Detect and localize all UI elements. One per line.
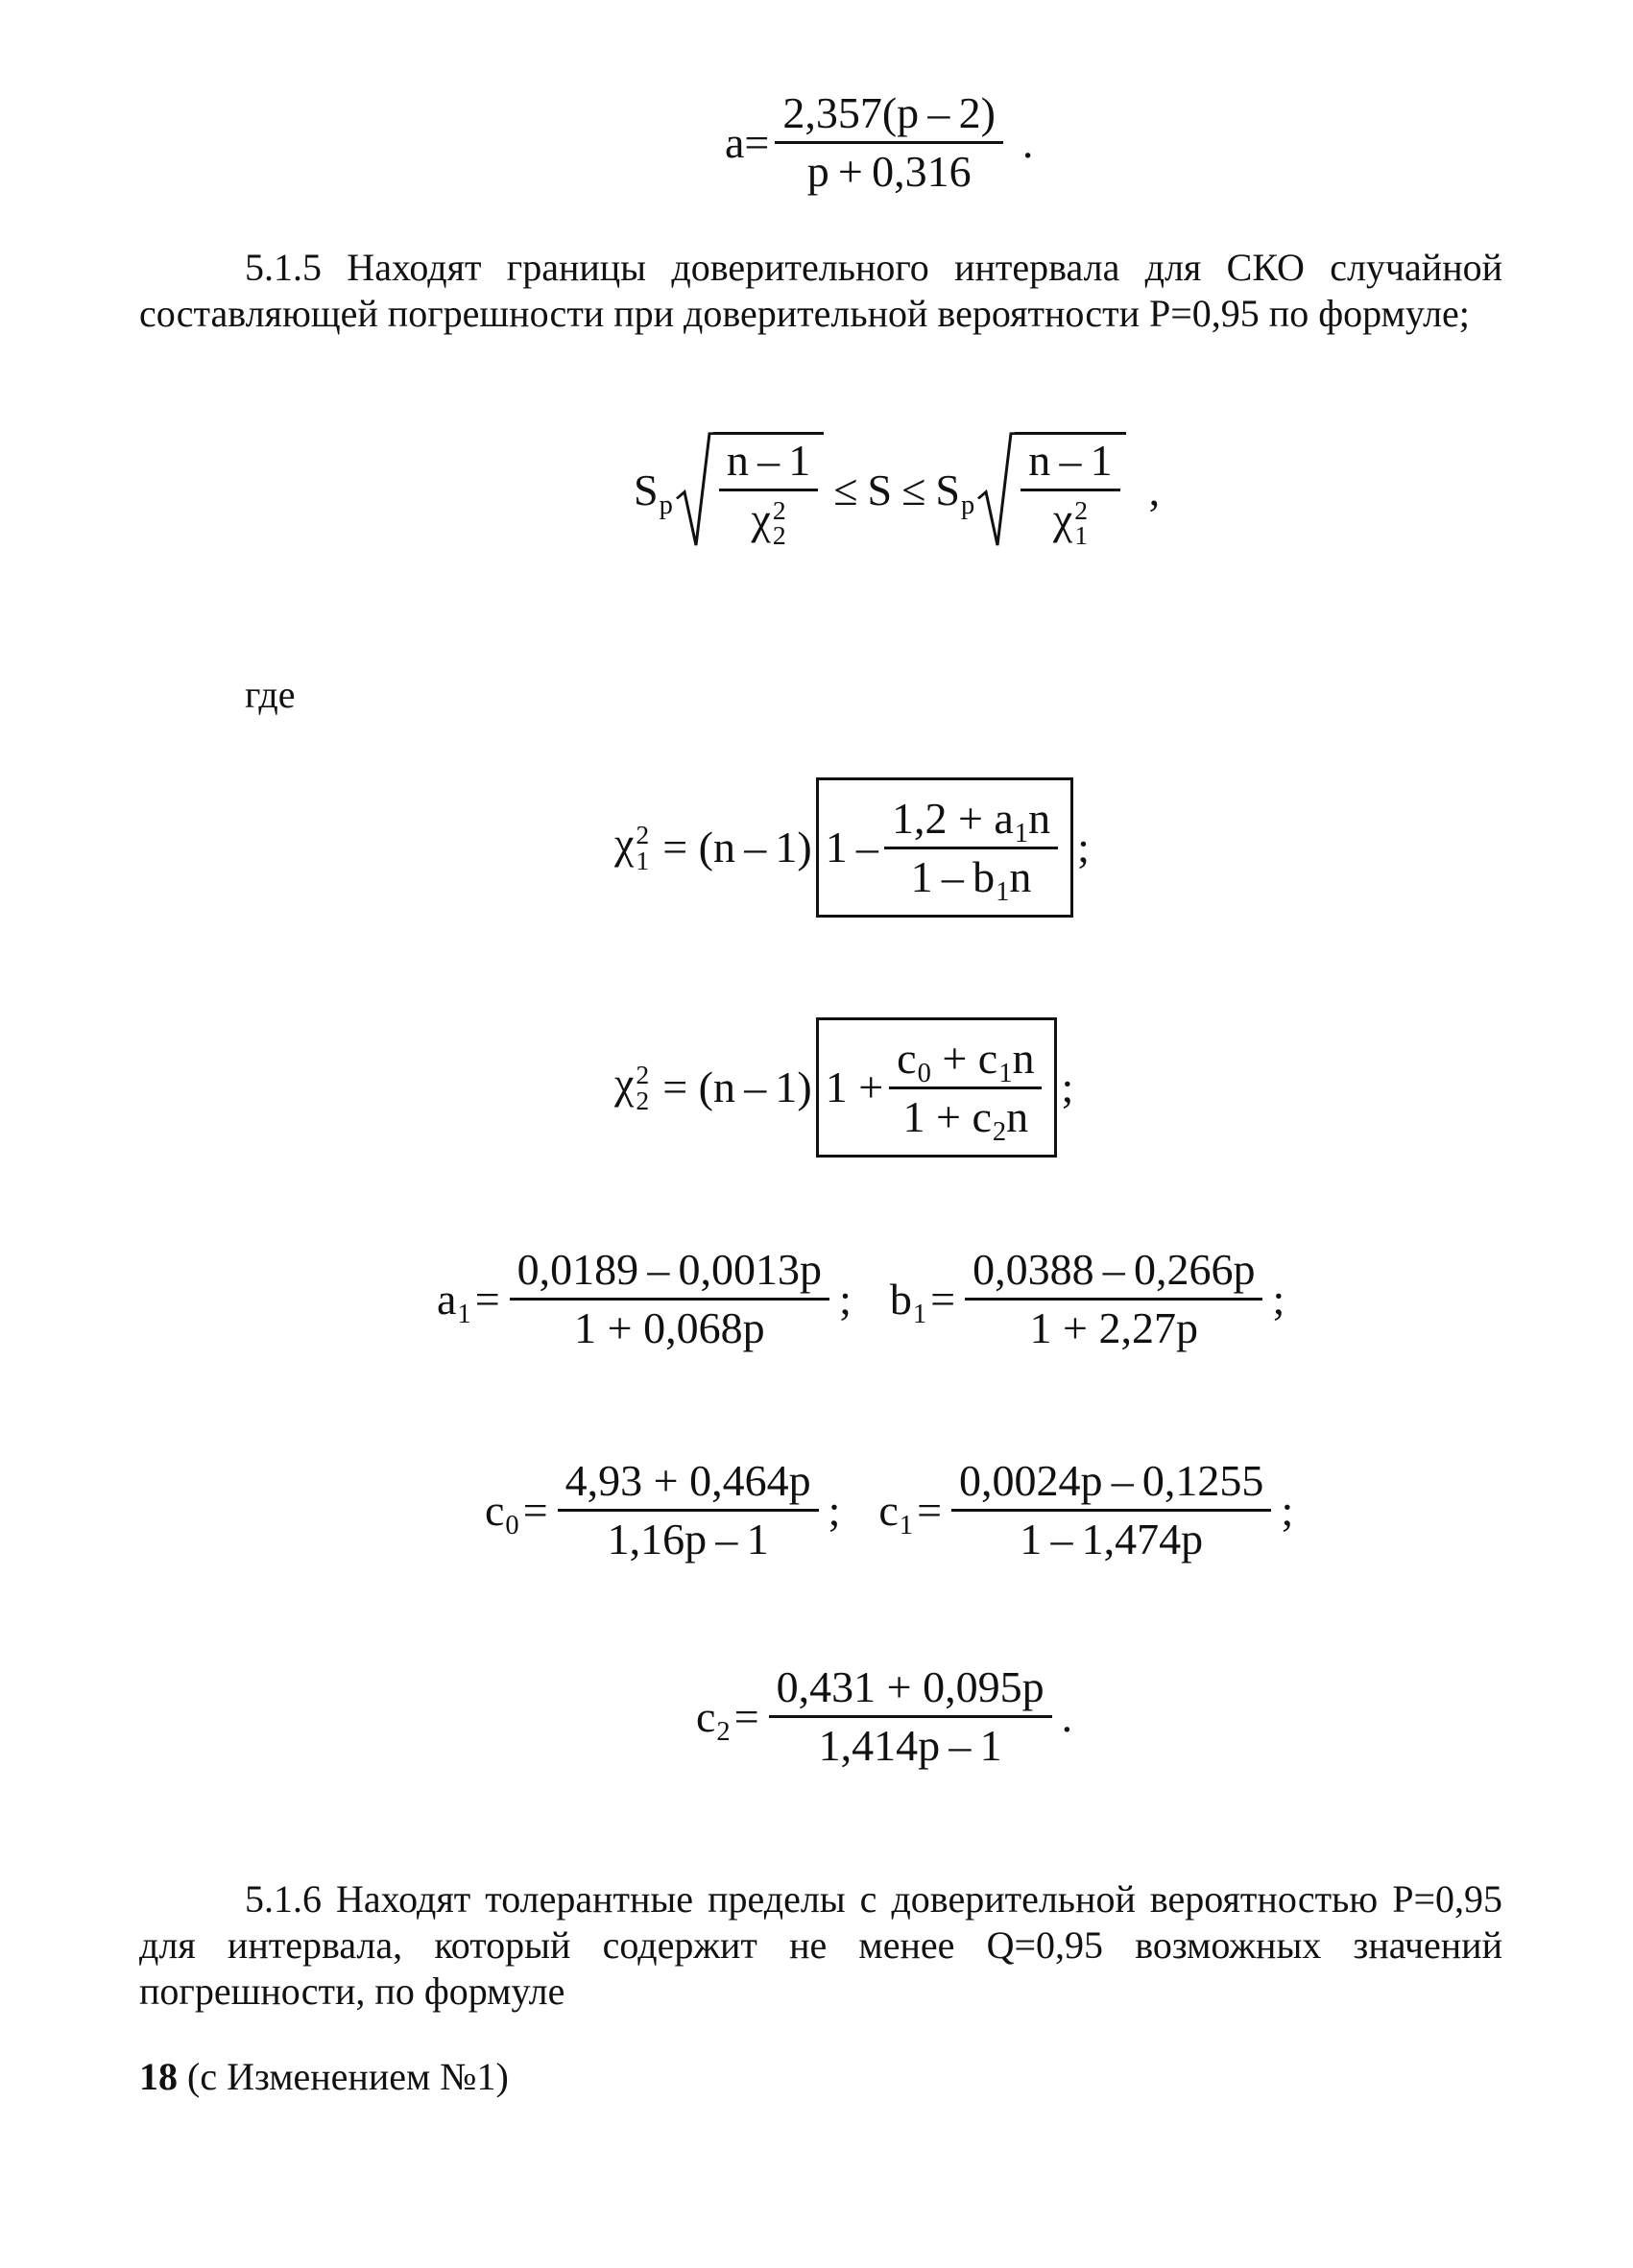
formula-a-denominator: p + 0,316 [806,147,972,196]
chi2-bracket [816,1017,1058,1158]
chi2-numerator: c0 + c1n [889,1037,1042,1089]
a1-lhs: a1 [437,1274,471,1329]
c1-numerator: 0,0024p – 0,1255 [951,1459,1271,1512]
chi1-lhs: χ 2 1 [614,819,650,875]
chi1-trail: ; [1077,823,1090,871]
bounds-left-s: Sp [634,465,673,520]
chi2-one: 1 + [825,1062,884,1111]
chi2-lhs: χ 2 2 [614,1059,650,1115]
chi2-denominator: 1 + c2n [902,1091,1029,1147]
formula-a [725,88,1034,196]
paragraph-5-1-6 [139,1876,1502,2015]
a1-numerator: 0,0189 – 0,0013p [510,1248,829,1301]
a1-denominator: 1 + 0,068p [574,1303,765,1352]
chi1-denominator: 1 – b1n [910,851,1032,907]
chi1-eq: = (n – 1) [662,823,812,871]
b1-denominator: 1 + 2,27p [1029,1303,1198,1352]
page-number: 18 [139,2055,178,2098]
formula-chi2 [614,1017,1073,1158]
bounds-right-sqrt [976,432,1125,549]
bounds-right-s: Sp [935,465,975,520]
bounds-left-sqrt [675,432,824,549]
chi2-eq: = (n – 1) [662,1062,812,1111]
formula-a-trail: . [1021,117,1034,167]
c1-denominator: 1 – 1,474p [1020,1515,1204,1564]
b1-numerator: 0,0388 – 0,266p [965,1248,1262,1301]
a1-separator: ; [839,1274,852,1324]
c0-denominator: 1,16p – 1 [607,1515,769,1564]
c2-trail: . [1061,1691,1073,1741]
formula-bounds [634,432,1160,549]
c0-numerator: 4,93 + 0,464p [558,1459,819,1512]
b1-trail: ; [1272,1274,1285,1324]
paragraph-5-1-6-text: 5.1.6 Находят толерантные пределы с доверительной вероятностью P=0,95 для интервала, который содержит не менее Q=0,95 возможных значений погрешности, по формуле [139,1877,1502,2013]
chi2-trail: ; [1061,1062,1074,1111]
formula-a-lhs: a= [725,117,770,167]
formula-chi1 [614,777,1090,918]
c0-separator: ; [828,1485,841,1535]
c1-trail: ; [1281,1485,1294,1535]
paragraph-5-1-5 [139,245,1502,337]
c1-lhs: c1 [878,1485,914,1540]
paragraph-5-1-5-text: 5.1.5 Находят границы доверительного интервала для СКО случайной составляющей погрешности при доверительной вероятности P=0,95 по формуле; [139,246,1502,335]
c2-lhs: c2 [696,1691,731,1747]
chi1-one: 1 – [825,823,878,871]
where-label: где [245,673,296,716]
chi1-numerator: 1,2 + a1n [884,797,1058,849]
formula-c2: c2 = $\frac{0,431 + 0,095p}{1,414p - 1}$ . [696,1662,1073,1770]
bounds-leq-2: ≤ [901,465,926,514]
formula-a-fraction [775,88,1003,196]
c2-numerator: 0,431 + 0,095p [769,1665,1052,1718]
bounds-right-numerator: n – 1 [1021,439,1119,491]
bounds-right-denominator: χ 2 1 [1052,494,1089,551]
bounds-left-numerator: n – 1 [719,439,818,491]
formula-c0-c1: c0 = $\frac{4,93 + 0,464p}{1,16p - 1}$ ; c1 = $\frac{0,0024p - 0,1255}{1 - 1,474p}$ ; [485,1456,1294,1564]
bounds-mid-s: S [867,465,893,514]
footer-note: (с Изменением №1) [187,2055,509,2098]
bounds-leq-1: ≤ [833,465,858,514]
bounds-trail: , [1148,465,1161,514]
c0-lhs: c0 [485,1485,519,1540]
bounds-left-denominator: χ 2 2 [751,494,786,551]
page-footer [139,2054,509,2099]
b1-lhs: b1 [889,1274,927,1329]
formula-a-numerator: 2,357(p – 2) [775,91,1003,144]
chi1-bracket [816,777,1073,918]
c2-denominator: 1,414p – 1 [818,1721,1002,1770]
formula-a1-b1: a1 = $\frac{0,0189 - 0,0013p}{1 + 0,068p}$ ; b1 = $\frac{0,0388 - 0,266p}{1 + 2,27p}$ ; [437,1245,1285,1352]
